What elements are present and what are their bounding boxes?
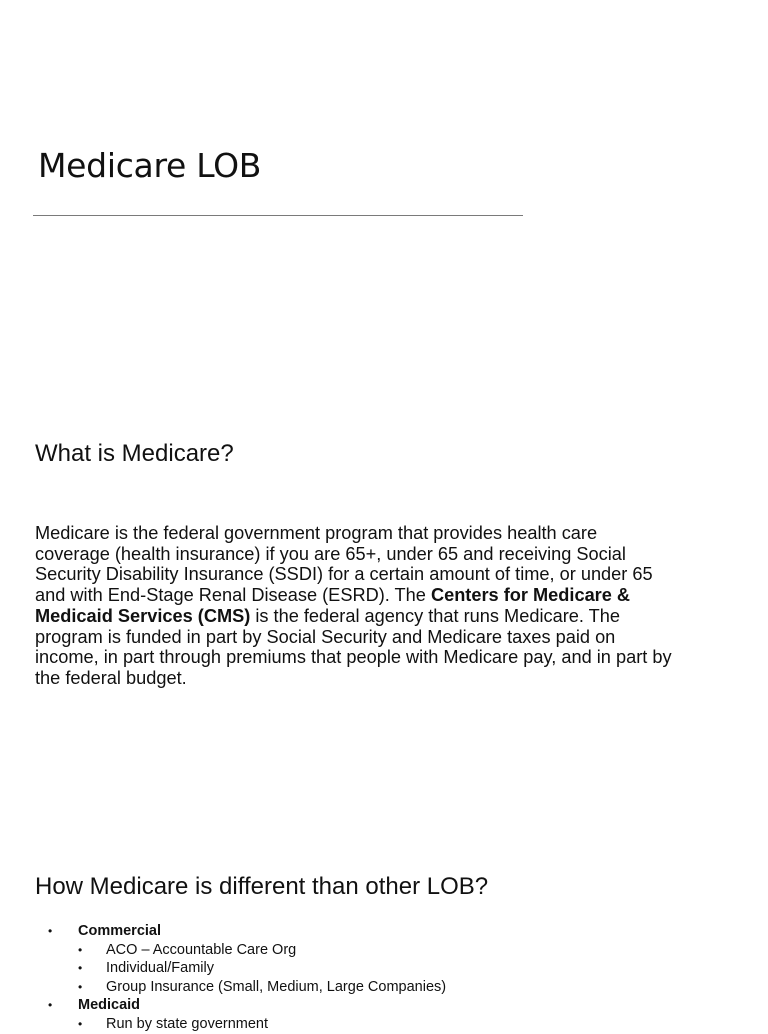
bullet-icon: •: [48, 998, 53, 1013]
bullet-icon: •: [78, 942, 83, 957]
sub-list-item: [0, 978, 768, 997]
page-title: Medicare LOB: [38, 146, 262, 185]
sub-list-item: [0, 941, 768, 960]
sub-list-item-label: Run by state government: [106, 1015, 269, 1032]
bullet-icon: •: [78, 1016, 83, 1031]
bullet-icon: •: [48, 924, 53, 938]
bullet-icon: •: [78, 979, 83, 994]
lob-bullet-list: [0, 922, 768, 1034]
bullet-icon: •: [78, 961, 83, 976]
sub-list-item-label: ACO – Accountable Care Org: [106, 941, 297, 958]
paragraph-text-part-1: Medicare is the federal government program that provides health care coverage (health insurance) if you are 65+, under 65 and receiving Social Security Disability Insurance (SSDI) for a certain amount of time, or under 65 and with End-Stage Renal Disease (ESRD). The: [35, 523, 653, 606]
list-item-medicaid: [0, 996, 768, 1015]
section-heading-lob-differences: How Medicare is different than other LOB?: [35, 873, 489, 900]
paragraph-text-part-2: is the federal agency that runs Medicare. The program is funded in part by Social Security and Medicare taxes paid on income, in part through premiums that people with Medicare pay, and in part by the federal budget.: [35, 605, 672, 688]
medicare-description-paragraph: [35, 523, 675, 689]
sub-list-item: [0, 1015, 768, 1034]
sub-list-item-label: Group Insurance (Small, Medium, Large Companies): [106, 978, 447, 995]
title-divider: [33, 215, 523, 216]
list-item-label: Commercial: [78, 923, 162, 939]
list-item-commercial: [0, 922, 768, 941]
list-item-label: Medicaid: [78, 997, 141, 1014]
paragraph-bold-cms: Centers for Medicare & Medicaid Services (CMS): [35, 585, 631, 626]
sub-list-item: [0, 959, 768, 978]
sub-list-item-label: Individual/Family: [106, 960, 214, 977]
section-heading-what-is-medicare: What is Medicare?: [35, 440, 234, 467]
